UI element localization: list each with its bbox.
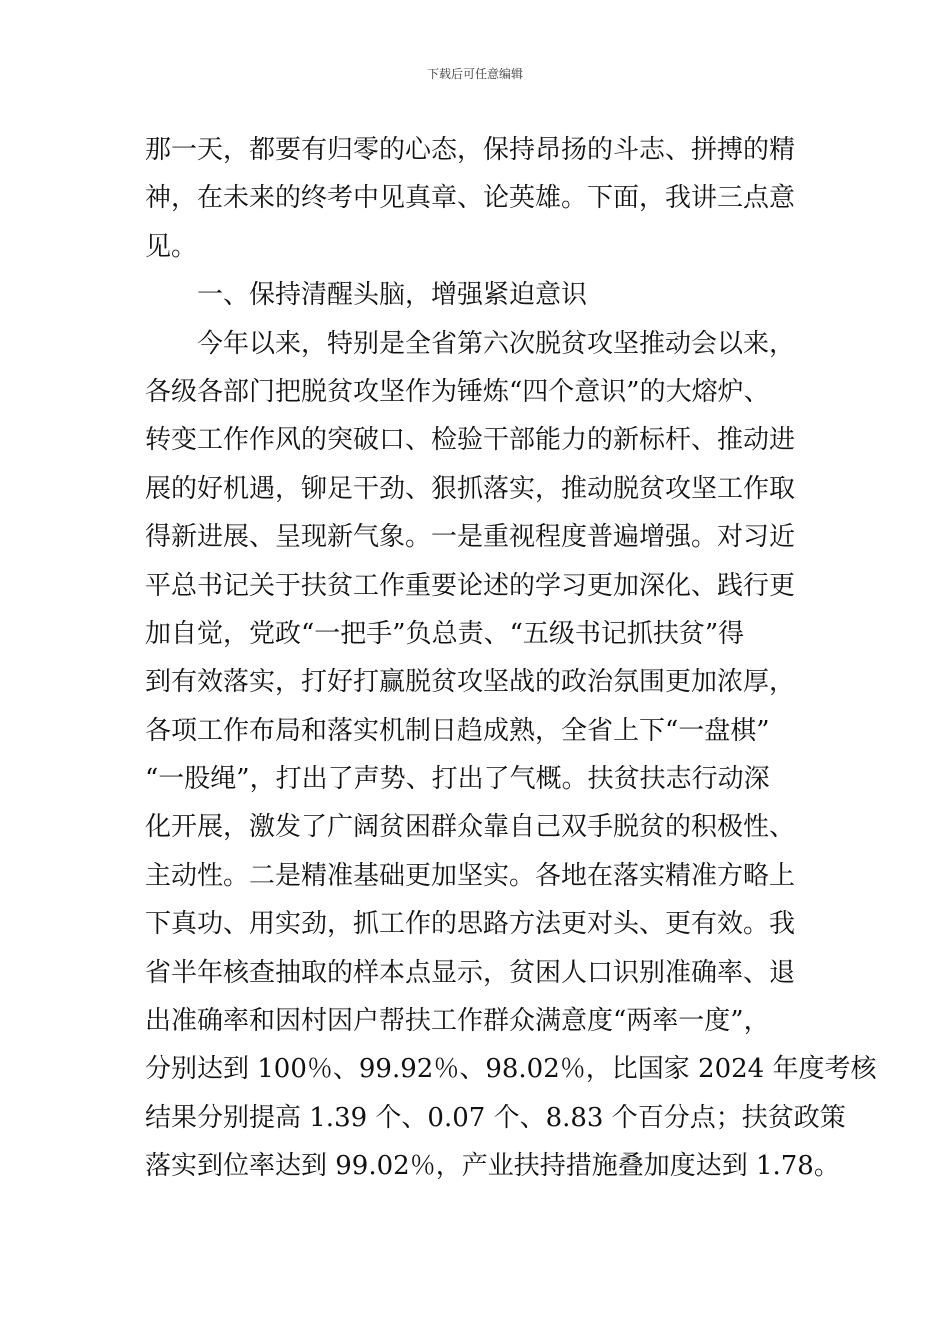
text-line: 出准确率和因村因户帮扶工作群众满意度“两率一度”， <box>145 1006 770 1037</box>
text-line: 分别达到 100％、99.92％、98.02％，比国家 2024 年度考核 <box>145 1054 877 1085</box>
page-header-note: 下载后可任意编辑 <box>426 67 523 81</box>
text-line: 化开展，激发了广阔贫困群众靠自己双手脱贫的积极性、 <box>145 812 796 843</box>
text-line: 各项工作布局和落实机制日趋成熟，全省上下“一盘棋” <box>145 715 770 746</box>
text-line: 今年以来，特别是全省第六次脱贫攻坚推动会以来， <box>197 328 796 359</box>
text-line: 结果分别提高 1.39 个、0.07 个、8.83 个百分点；扶贫政策 <box>145 1102 846 1133</box>
document-body <box>145 126 877 1191</box>
text-line: “一股绳”，打出了声势、打出了气概。扶贫扶志行动深 <box>145 764 770 795</box>
text-line: 省半年核查抽取的样本点显示，贫困人口识别准确率、退 <box>145 957 796 988</box>
text-line: 转变工作作风的突破口、检验干部能力的新标杆、推动进 <box>145 425 796 456</box>
text-line: 神，在未来的终考中见真章、论英雄。下面，我讲三点意 <box>145 183 796 214</box>
text-line: 主动性。二是精准基础更加坚实。各地在落实精准方略上 <box>145 860 796 891</box>
text-line: 加自觉，党政“一把手”负总责、“五级书记抓扶贫”得 <box>145 618 745 649</box>
section-heading: 一、保持清醒头脑，增强紧迫意识 <box>197 280 588 311</box>
text-line: 到有效落实，打好打赢脱贫攻坚战的政治氛围更加浓厚， <box>145 667 796 698</box>
text-line: 见。 <box>145 231 198 262</box>
text-line: 展的好机遇，铆足干劲、狠抓落实，推动脱贫攻坚工作取 <box>145 473 796 504</box>
text-line: 落实到位率达到 99.02％，产业扶持措施叠加度达到 1.78。 <box>145 1151 840 1182</box>
text-line: 下真功、用实劲，抓工作的思路方法更对头、更有效。我 <box>145 909 796 940</box>
text-line: 各级各部门把脱贫攻坚作为锤炼“四个意识”的大熔炉、 <box>145 376 770 407</box>
text-line: 那一天，都要有归零的心态，保持昂扬的斗志、拼搏的精 <box>145 135 796 165</box>
text-line: 平总书记关于扶贫工作重要论述的学习更加深化、践行更 <box>145 570 796 601</box>
text-line: 得新进展、呈现新气象。一是重视程度普遍增强。对习近 <box>145 522 796 553</box>
